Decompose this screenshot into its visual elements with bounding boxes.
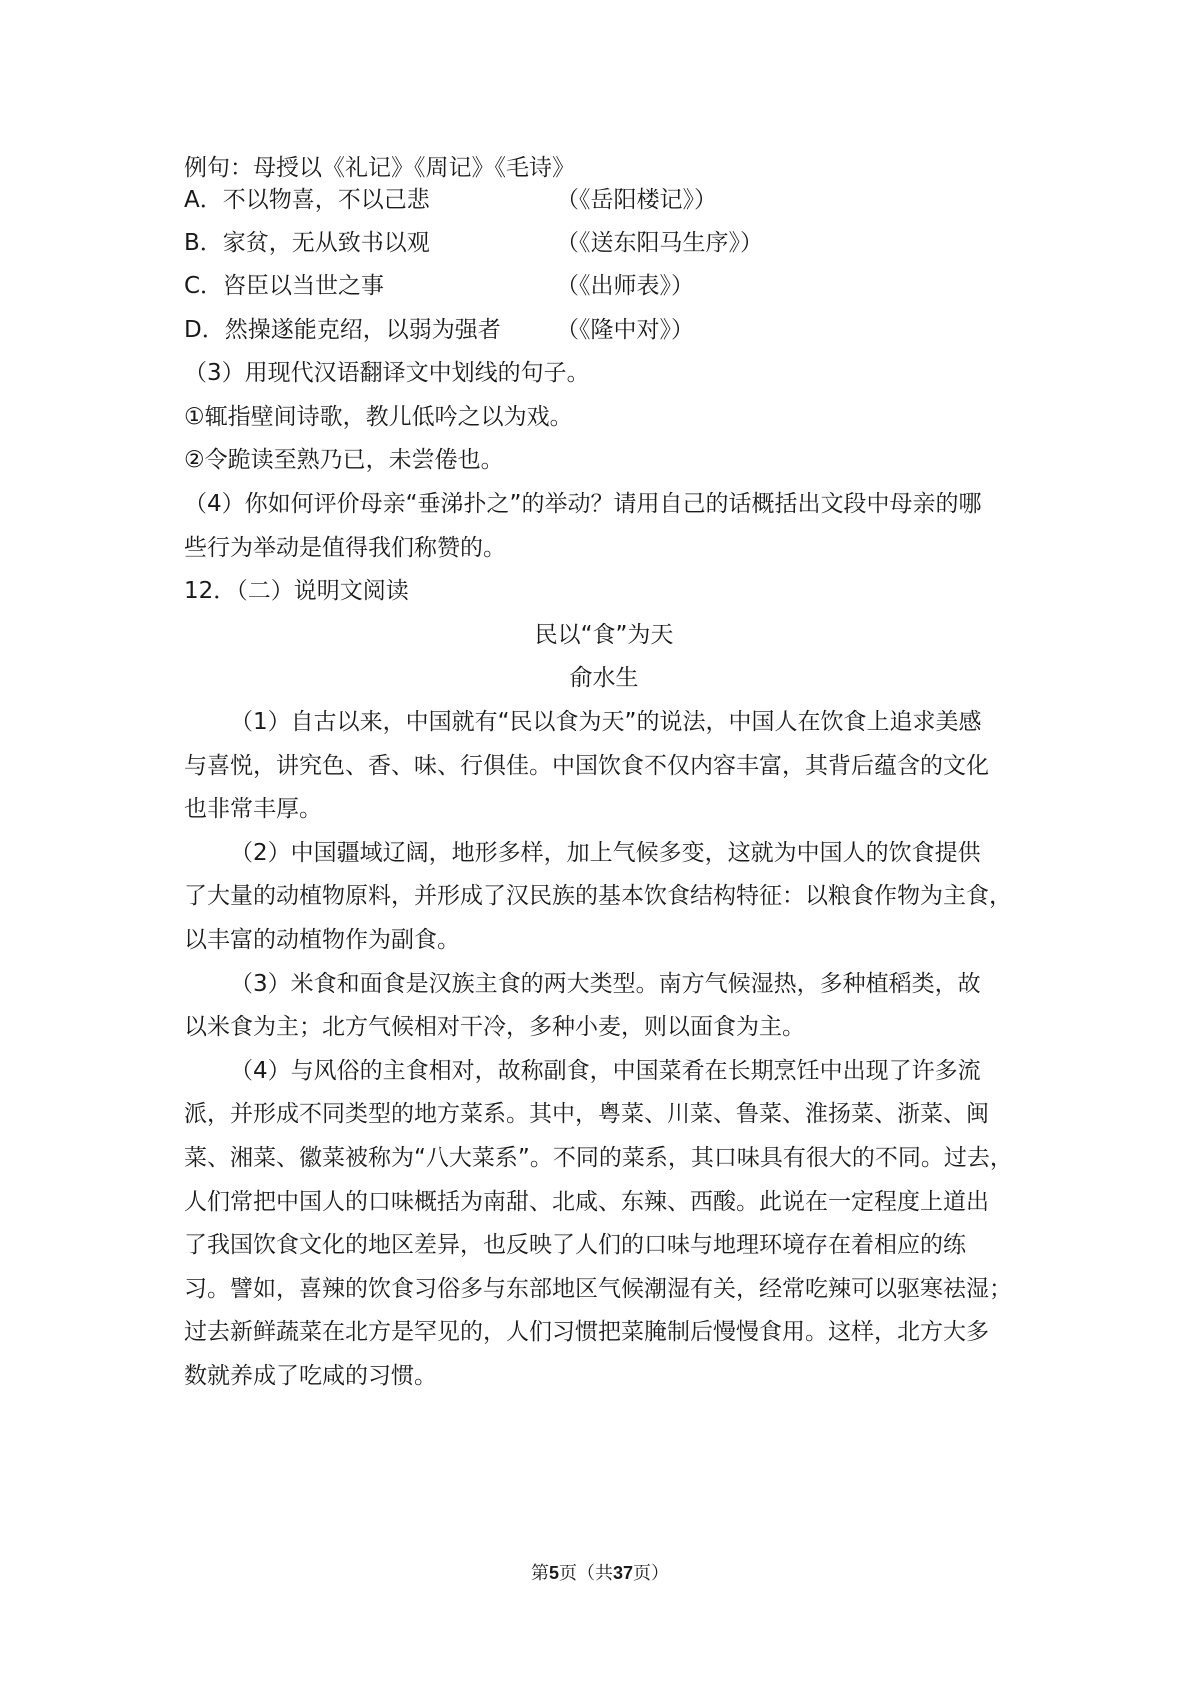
footer-total-pages: 37	[612, 1563, 634, 1583]
para-4-line: 过去新鲜蔬菜在北方是罕见的，人们习惯把菜腌制后慢慢食用。这样，北方大多	[184, 1319, 989, 1345]
para-4-line: 数就养成了吃咸的习惯。	[184, 1363, 437, 1389]
para-4-line: （4）与风俗的主食相对，故称副食，中国菜肴在长期烹饪中出现了许多流	[230, 1058, 981, 1084]
option-b-source: （《送东阳马生序》）	[556, 230, 763, 256]
para-4-line: 派，并形成不同类型的地方菜系。其中，粤菜、川菜、鲁菜、淮扬菜、浙菜、闽	[184, 1101, 989, 1127]
article-author: 俞水生	[569, 665, 639, 691]
option-a-text: A．不以物喜，不以己悲	[184, 187, 430, 213]
para-4-line: 人们常把中国人的口味概括为南甜、北咸、东辣、西酸。此说在一定程度上道出	[184, 1189, 989, 1215]
option-b-text: B．家贫，无从致书以观	[184, 230, 430, 256]
para-1-line: 与喜悦，讲究色、香、味、行俱佳。中国饮食不仅内容丰富，其背后蕴含的文化	[184, 753, 989, 779]
question-3: （3）用现代汉语翻译文中划线的句子。	[184, 360, 590, 386]
para-3-line: （3）米食和面食是汉族主食的两大类型。南方气候湿热，多种植稻类，故	[230, 971, 981, 997]
question-3-item-2: ②令跪读至熟乃已，未尝倦也。	[184, 447, 504, 473]
para-2-line: 了大量的动植物原料，并形成了汉民族的基本饮食结构特征：以粮食作物为主食，	[184, 883, 1012, 909]
option-d-source: （《隆中对》）	[556, 317, 694, 343]
para-1-line: （1）自古以来，中国就有“民以食为天”的说法，中国人在饮食上追求美感	[230, 709, 982, 735]
question-3-item-1: ①辄指壁间诗歌，教儿低吟之以为戏。	[184, 404, 573, 430]
option-a-source: （《岳阳楼记》）	[556, 187, 717, 213]
footer-middle: 页（共	[558, 1563, 613, 1584]
para-3-line: 以米食为主；北方气候相对干冷，多种小麦，则以面食为主。	[184, 1014, 805, 1040]
example-sentence: 例句：母授以《礼记》《周记》《毛诗》	[184, 155, 575, 181]
question-12-heading: 12．（二）说明文阅读	[184, 578, 409, 604]
para-2-line: 以丰富的动植物作为副食。	[184, 927, 460, 953]
option-d-text: D．然操遂能克绍，以弱为强者	[184, 317, 501, 343]
para-4-line: 了我国饮食文化的地区差异，也反映了人们的口味与地理环境存在着相应的练	[184, 1232, 966, 1258]
question-4-line-1: （4）你如何评价母亲“垂涕扑之”的举动？请用自己的话概括出文段中母亲的哪	[184, 491, 982, 517]
article-title: 民以“食”为天	[534, 622, 674, 648]
para-4-line: 习。譬如，喜辣的饮食习俗多与东部地区气候潮湿有关，经常吃辣可以驱寒祛湿；	[184, 1276, 1012, 1302]
footer-page-number: 5	[548, 1563, 559, 1583]
para-1-line: 也非常丰厚。	[184, 796, 322, 822]
para-4-line: 菜、湘菜、徽菜被称为“八大菜系”。不同的菜系，其口味具有很大的不同。过去，	[184, 1145, 1013, 1171]
option-c-source: （《出师表》）	[556, 273, 694, 299]
page-footer	[0, 1561, 1200, 1586]
footer-prefix: 第	[530, 1563, 549, 1584]
option-c-text: C．咨臣以当世之事	[184, 273, 385, 299]
para-2-line: （2）中国疆域辽阔，地形多样，加上气候多变，这就为中国人的饮食提供	[230, 840, 981, 866]
question-4-line-2: 些行为举动是值得我们称赞的。	[184, 535, 506, 561]
footer-suffix: 页）	[633, 1563, 670, 1584]
